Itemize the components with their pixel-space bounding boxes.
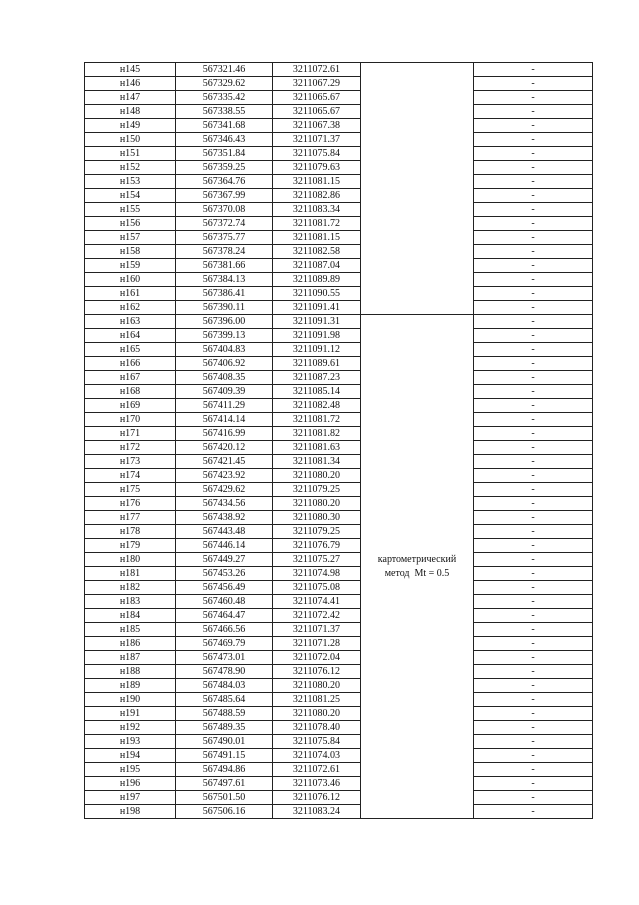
x-coordinate-cell: 567406.92 <box>176 357 273 371</box>
note-cell: - <box>474 721 593 735</box>
x-coordinate-cell: 567381.66 <box>176 259 273 273</box>
y-coordinate-cell: 3211091.41 <box>273 301 361 315</box>
point-id-cell: н184 <box>85 609 176 623</box>
x-coordinate-cell: 567421.45 <box>176 455 273 469</box>
point-id-cell: н150 <box>85 133 176 147</box>
table-row <box>85 91 593 105</box>
x-coordinate-cell: 567460.48 <box>176 595 273 609</box>
y-coordinate-cell: 3211079.25 <box>273 483 361 497</box>
y-coordinate-cell: 3211076.12 <box>273 665 361 679</box>
table-row <box>85 609 593 623</box>
x-coordinate-cell: 567420.12 <box>176 441 273 455</box>
point-id-cell: н193 <box>85 735 176 749</box>
point-id-cell: н159 <box>85 259 176 273</box>
y-coordinate-cell: 3211080.20 <box>273 469 361 483</box>
note-cell: - <box>474 679 593 693</box>
table-row <box>85 721 593 735</box>
x-coordinate-cell: 567364.76 <box>176 175 273 189</box>
note-cell: - <box>474 105 593 119</box>
table-row <box>85 287 593 301</box>
point-id-cell: н198 <box>85 805 176 819</box>
x-coordinate-cell: 567351.84 <box>176 147 273 161</box>
x-coordinate-cell: 567484.03 <box>176 679 273 693</box>
note-cell: - <box>474 763 593 777</box>
note-cell: - <box>474 455 593 469</box>
x-coordinate-cell: 567485.64 <box>176 693 273 707</box>
note-cell: - <box>474 203 593 217</box>
point-id-cell: н149 <box>85 119 176 133</box>
note-cell: - <box>474 133 593 147</box>
y-coordinate-cell: 3211080.30 <box>273 511 361 525</box>
x-coordinate-cell: 567438.92 <box>176 511 273 525</box>
y-coordinate-cell: 3211067.29 <box>273 77 361 91</box>
note-cell: - <box>474 497 593 511</box>
note-cell: - <box>474 329 593 343</box>
note-cell: - <box>474 623 593 637</box>
y-coordinate-cell: 3211091.98 <box>273 329 361 343</box>
table-row <box>85 301 593 315</box>
table-row <box>85 707 593 721</box>
table-row <box>85 175 593 189</box>
method-cell <box>361 315 474 819</box>
note-cell: - <box>474 651 593 665</box>
x-coordinate-cell: 567372.74 <box>176 217 273 231</box>
table-row <box>85 525 593 539</box>
point-id-cell: н172 <box>85 441 176 455</box>
table-row <box>85 777 593 791</box>
point-id-cell: н195 <box>85 763 176 777</box>
note-cell: - <box>474 119 593 133</box>
point-id-cell: н151 <box>85 147 176 161</box>
note-cell: - <box>474 665 593 679</box>
note-cell: - <box>474 441 593 455</box>
x-coordinate-cell: 567497.61 <box>176 777 273 791</box>
x-coordinate-cell: 567429.62 <box>176 483 273 497</box>
point-id-cell: н166 <box>85 357 176 371</box>
note-cell: - <box>474 357 593 371</box>
point-id-cell: н158 <box>85 245 176 259</box>
table-row <box>85 329 593 343</box>
table-row <box>85 791 593 805</box>
y-coordinate-cell: 3211090.55 <box>273 287 361 301</box>
point-id-cell: н171 <box>85 427 176 441</box>
y-coordinate-cell: 3211075.08 <box>273 581 361 595</box>
y-coordinate-cell: 3211083.34 <box>273 203 361 217</box>
y-coordinate-cell: 3211073.46 <box>273 777 361 791</box>
point-id-cell: н183 <box>85 595 176 609</box>
point-id-cell: н148 <box>85 105 176 119</box>
x-coordinate-cell: 567494.86 <box>176 763 273 777</box>
table-row <box>85 105 593 119</box>
point-id-cell: н192 <box>85 721 176 735</box>
x-coordinate-cell: 567341.68 <box>176 119 273 133</box>
y-coordinate-cell: 3211085.14 <box>273 385 361 399</box>
note-cell: - <box>474 399 593 413</box>
y-coordinate-cell: 3211083.24 <box>273 805 361 819</box>
y-coordinate-cell: 3211080.20 <box>273 679 361 693</box>
note-cell: - <box>474 413 593 427</box>
point-id-cell: н177 <box>85 511 176 525</box>
table-row <box>85 763 593 777</box>
y-coordinate-cell: 3211076.12 <box>273 791 361 805</box>
x-coordinate-cell: 567414.14 <box>176 413 273 427</box>
y-coordinate-cell: 3211081.15 <box>273 175 361 189</box>
note-cell: - <box>474 791 593 805</box>
note-cell: - <box>474 637 593 651</box>
table-row <box>85 399 593 413</box>
point-id-cell: н160 <box>85 273 176 287</box>
note-cell: - <box>474 525 593 539</box>
y-coordinate-cell: 3211079.25 <box>273 525 361 539</box>
note-cell: - <box>474 259 593 273</box>
x-coordinate-cell: 567453.26 <box>176 567 273 581</box>
point-id-cell: н145 <box>85 63 176 77</box>
x-coordinate-cell: 567416.99 <box>176 427 273 441</box>
note-cell: - <box>474 273 593 287</box>
point-id-cell: н179 <box>85 539 176 553</box>
y-coordinate-cell: 3211081.63 <box>273 441 361 455</box>
point-id-cell: н169 <box>85 399 176 413</box>
point-id-cell: н178 <box>85 525 176 539</box>
table-row <box>85 385 593 399</box>
y-coordinate-cell: 3211082.86 <box>273 189 361 203</box>
y-coordinate-cell: 3211065.67 <box>273 91 361 105</box>
point-id-cell: н181 <box>85 567 176 581</box>
table-row <box>85 441 593 455</box>
y-coordinate-cell: 3211081.72 <box>273 217 361 231</box>
point-id-cell: н161 <box>85 287 176 301</box>
x-coordinate-cell: 567329.62 <box>176 77 273 91</box>
x-coordinate-cell: 567423.92 <box>176 469 273 483</box>
point-id-cell: н152 <box>85 161 176 175</box>
x-coordinate-cell: 567411.29 <box>176 399 273 413</box>
x-coordinate-cell: 567367.99 <box>176 189 273 203</box>
point-id-cell: н170 <box>85 413 176 427</box>
table-row <box>85 595 593 609</box>
y-coordinate-cell: 3211079.63 <box>273 161 361 175</box>
x-coordinate-cell: 567335.42 <box>176 91 273 105</box>
table-row <box>85 413 593 427</box>
note-cell: - <box>474 735 593 749</box>
x-coordinate-cell: 567501.50 <box>176 791 273 805</box>
table-row <box>85 371 593 385</box>
note-cell: - <box>474 371 593 385</box>
x-coordinate-cell: 567490.01 <box>176 735 273 749</box>
point-id-cell: н187 <box>85 651 176 665</box>
note-cell: - <box>474 567 593 581</box>
x-coordinate-cell: 567370.08 <box>176 203 273 217</box>
note-cell: - <box>474 189 593 203</box>
note-cell: - <box>474 175 593 189</box>
x-coordinate-cell: 567338.55 <box>176 105 273 119</box>
point-id-cell: н186 <box>85 637 176 651</box>
note-cell: - <box>474 777 593 791</box>
y-coordinate-cell: 3211087.23 <box>273 371 361 385</box>
x-coordinate-cell: 567375.77 <box>176 231 273 245</box>
y-coordinate-cell: 3211074.41 <box>273 595 361 609</box>
x-coordinate-cell: 567469.79 <box>176 637 273 651</box>
x-coordinate-cell: 567390.11 <box>176 301 273 315</box>
note-cell: - <box>474 63 593 77</box>
note-cell: - <box>474 147 593 161</box>
point-id-cell: н156 <box>85 217 176 231</box>
x-coordinate-cell: 567466.56 <box>176 623 273 637</box>
table-row <box>85 189 593 203</box>
table-row <box>85 343 593 357</box>
y-coordinate-cell: 3211091.31 <box>273 315 361 329</box>
point-id-cell: н190 <box>85 693 176 707</box>
note-cell: - <box>474 427 593 441</box>
method-name: картометрический <box>377 553 457 565</box>
y-coordinate-cell: 3211081.25 <box>273 693 361 707</box>
point-id-cell: н162 <box>85 301 176 315</box>
point-id-cell: н167 <box>85 371 176 385</box>
y-coordinate-cell: 3211089.61 <box>273 357 361 371</box>
point-id-cell: н153 <box>85 175 176 189</box>
note-cell: - <box>474 707 593 721</box>
x-coordinate-cell: 567386.41 <box>176 287 273 301</box>
table-row <box>85 567 593 581</box>
table-row <box>85 273 593 287</box>
point-id-cell: н197 <box>85 791 176 805</box>
note-cell: - <box>474 343 593 357</box>
y-coordinate-cell: 3211087.04 <box>273 259 361 273</box>
method-cell-empty <box>361 63 474 315</box>
y-coordinate-cell: 3211081.34 <box>273 455 361 469</box>
y-coordinate-cell: 3211071.28 <box>273 637 361 651</box>
table-row <box>85 455 593 469</box>
x-coordinate-cell: 567449.27 <box>176 553 273 567</box>
table-row <box>85 735 593 749</box>
note-cell: - <box>474 581 593 595</box>
y-coordinate-cell: 3211091.12 <box>273 343 361 357</box>
x-coordinate-cell: 567456.49 <box>176 581 273 595</box>
y-coordinate-cell: 3211081.82 <box>273 427 361 441</box>
x-coordinate-cell: 567399.13 <box>176 329 273 343</box>
point-id-cell: н182 <box>85 581 176 595</box>
x-coordinate-cell: 567464.47 <box>176 609 273 623</box>
y-coordinate-cell: 3211072.04 <box>273 651 361 665</box>
point-id-cell: н180 <box>85 553 176 567</box>
table-row <box>85 749 593 763</box>
table-row <box>85 161 593 175</box>
note-cell: - <box>474 301 593 315</box>
x-coordinate-cell: 567359.25 <box>176 161 273 175</box>
y-coordinate-cell: 3211074.03 <box>273 749 361 763</box>
point-id-cell: н196 <box>85 777 176 791</box>
table-row <box>85 427 593 441</box>
table-row <box>85 637 593 651</box>
y-coordinate-cell: 3211075.84 <box>273 147 361 161</box>
note-cell: - <box>474 77 593 91</box>
x-coordinate-cell: 567488.59 <box>176 707 273 721</box>
point-id-cell: н189 <box>85 679 176 693</box>
point-id-cell: н146 <box>85 77 176 91</box>
table-row <box>85 651 593 665</box>
point-id-cell: н185 <box>85 623 176 637</box>
y-coordinate-cell: 3211089.89 <box>273 273 361 287</box>
point-id-cell: н176 <box>85 497 176 511</box>
point-id-cell: н175 <box>85 483 176 497</box>
note-cell: - <box>474 805 593 819</box>
table-row <box>85 259 593 273</box>
x-coordinate-cell: 567434.56 <box>176 497 273 511</box>
point-id-cell: н155 <box>85 203 176 217</box>
table-row <box>85 217 593 231</box>
point-id-cell: н173 <box>85 455 176 469</box>
table-row <box>85 539 593 553</box>
point-id-cell: н191 <box>85 707 176 721</box>
y-coordinate-cell: 3211082.48 <box>273 399 361 413</box>
table-row <box>85 497 593 511</box>
table-row <box>85 231 593 245</box>
table-row <box>85 511 593 525</box>
note-cell: - <box>474 217 593 231</box>
point-id-cell: н174 <box>85 469 176 483</box>
point-id-cell: н168 <box>85 385 176 399</box>
x-coordinate-cell: 567478.90 <box>176 665 273 679</box>
method-accuracy: метод Mt = 0.5 <box>384 567 450 579</box>
table-row <box>85 623 593 637</box>
y-coordinate-cell: 3211075.27 <box>273 553 361 567</box>
x-coordinate-cell: 567473.01 <box>176 651 273 665</box>
note-cell: - <box>474 161 593 175</box>
x-coordinate-cell: 567491.15 <box>176 749 273 763</box>
note-cell: - <box>474 553 593 567</box>
point-id-cell: н163 <box>85 315 176 329</box>
y-coordinate-cell: 3211071.37 <box>273 133 361 147</box>
y-coordinate-cell: 3211081.72 <box>273 413 361 427</box>
note-cell: - <box>474 511 593 525</box>
table-row <box>85 147 593 161</box>
x-coordinate-cell: 567408.35 <box>176 371 273 385</box>
x-coordinate-cell: 567378.24 <box>176 245 273 259</box>
x-coordinate-cell: 567404.83 <box>176 343 273 357</box>
point-id-cell: н194 <box>85 749 176 763</box>
table-row <box>85 315 593 329</box>
note-cell: - <box>474 315 593 329</box>
note-cell: - <box>474 595 593 609</box>
note-cell: - <box>474 609 593 623</box>
y-coordinate-cell: 3211080.20 <box>273 497 361 511</box>
coordinates-table <box>84 62 593 819</box>
point-id-cell: н165 <box>85 343 176 357</box>
y-coordinate-cell: 3211071.37 <box>273 623 361 637</box>
y-coordinate-cell: 3211075.84 <box>273 735 361 749</box>
table-row <box>85 245 593 259</box>
note-cell: - <box>474 231 593 245</box>
y-coordinate-cell: 3211072.61 <box>273 63 361 77</box>
x-coordinate-cell: 567443.48 <box>176 525 273 539</box>
note-cell: - <box>474 287 593 301</box>
table-row <box>85 357 593 371</box>
table-row <box>85 63 593 77</box>
note-cell: - <box>474 483 593 497</box>
table-row <box>85 553 593 567</box>
table-row <box>85 805 593 819</box>
point-id-cell: н154 <box>85 189 176 203</box>
table-row <box>85 693 593 707</box>
table-row <box>85 665 593 679</box>
point-id-cell: н164 <box>85 329 176 343</box>
note-cell: - <box>474 749 593 763</box>
y-coordinate-cell: 3211072.61 <box>273 763 361 777</box>
x-coordinate-cell: 567489.35 <box>176 721 273 735</box>
table-row <box>85 77 593 91</box>
point-id-cell: н188 <box>85 665 176 679</box>
y-coordinate-cell: 3211078.40 <box>273 721 361 735</box>
table-row <box>85 119 593 133</box>
x-coordinate-cell: 567346.43 <box>176 133 273 147</box>
point-id-cell: н157 <box>85 231 176 245</box>
table-row <box>85 679 593 693</box>
y-coordinate-cell: 3211065.67 <box>273 105 361 119</box>
point-id-cell: н147 <box>85 91 176 105</box>
x-coordinate-cell: 567321.46 <box>176 63 273 77</box>
x-coordinate-cell: 567506.16 <box>176 805 273 819</box>
coordinates-table-body <box>85 63 593 819</box>
table-row <box>85 203 593 217</box>
y-coordinate-cell: 3211076.79 <box>273 539 361 553</box>
table-row <box>85 469 593 483</box>
note-cell: - <box>474 539 593 553</box>
y-coordinate-cell: 3211067.38 <box>273 119 361 133</box>
y-coordinate-cell: 3211072.42 <box>273 609 361 623</box>
x-coordinate-cell: 567396.00 <box>176 315 273 329</box>
table-row <box>85 581 593 595</box>
note-cell: - <box>474 245 593 259</box>
y-coordinate-cell: 3211080.20 <box>273 707 361 721</box>
note-cell: - <box>474 385 593 399</box>
y-coordinate-cell: 3211082.58 <box>273 245 361 259</box>
note-cell: - <box>474 469 593 483</box>
note-cell: - <box>474 693 593 707</box>
table-row <box>85 133 593 147</box>
y-coordinate-cell: 3211081.15 <box>273 231 361 245</box>
y-coordinate-cell: 3211074.98 <box>273 567 361 581</box>
x-coordinate-cell: 567446.14 <box>176 539 273 553</box>
x-coordinate-cell: 567384.13 <box>176 273 273 287</box>
x-coordinate-cell: 567409.39 <box>176 385 273 399</box>
table-row <box>85 483 593 497</box>
note-cell: - <box>474 91 593 105</box>
